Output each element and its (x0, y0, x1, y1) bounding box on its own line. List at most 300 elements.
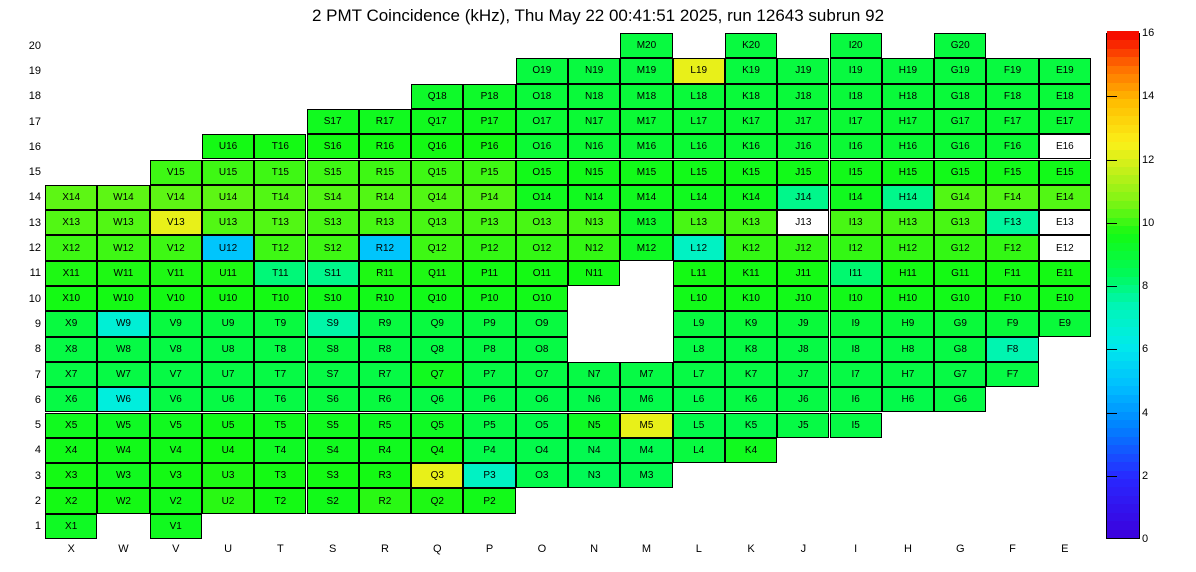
heatmap-cell: Q11 (411, 261, 463, 286)
heatmap-cell: J10 (777, 286, 829, 311)
colorbar-segment (1107, 133, 1139, 142)
heatmap-cell: S3 (307, 463, 359, 488)
colorbar-segment (1107, 48, 1139, 57)
colorbar-segment (1107, 360, 1139, 369)
heatmap-cell: I16 (830, 134, 882, 159)
heatmap-cell: N16 (568, 134, 620, 159)
heatmap-cell: V1 (150, 514, 202, 539)
colorbar-segment (1107, 183, 1139, 192)
heatmap-cell: Q12 (411, 235, 463, 260)
heatmap-cell: J15 (777, 160, 829, 185)
heatmap-cell: W13 (97, 210, 149, 235)
heatmap-cell: O16 (516, 134, 568, 159)
heatmap-cell: O14 (516, 185, 568, 210)
heatmap-cell: U13 (202, 210, 254, 235)
heatmap-cell: O3 (516, 463, 568, 488)
heatmap-cell: V15 (150, 160, 202, 185)
heatmap-cell: P7 (463, 362, 515, 387)
heatmap-cell: R6 (359, 387, 411, 412)
heatmap-cell: I6 (830, 387, 882, 412)
heatmap-cell: G6 (934, 387, 986, 412)
colorbar-segment (1107, 470, 1139, 479)
heatmap-cell: T2 (254, 488, 306, 513)
heatmap-cell: I18 (830, 84, 882, 109)
heatmap-cell: N11 (568, 261, 620, 286)
heatmap-cell: X2 (45, 488, 97, 513)
heatmap-cell: O11 (516, 261, 568, 286)
heatmap-cell: K12 (725, 235, 777, 260)
heatmap-cell: U7 (202, 362, 254, 387)
heatmap-cell: T5 (254, 413, 306, 438)
heatmap-cell: I14 (830, 185, 882, 210)
heatmap-cell: R13 (359, 210, 411, 235)
colorbar-segment (1107, 259, 1139, 268)
heatmap-cell: H17 (882, 109, 934, 134)
heatmap-cell: H12 (882, 235, 934, 260)
heatmap-cell: V4 (150, 438, 202, 463)
heatmap-cell: O9 (516, 311, 568, 336)
heatmap-cell: V13 (150, 210, 202, 235)
colorbar-segment (1107, 436, 1139, 445)
heatmap-cell: K11 (725, 261, 777, 286)
heatmap-cell: I5 (830, 413, 882, 438)
x-axis-tick-label: T (276, 543, 284, 555)
heatmap-cell: U11 (202, 261, 254, 286)
heatmap-cell: N7 (568, 362, 620, 387)
colorbar-segment (1107, 369, 1139, 378)
heatmap-cell: L10 (673, 286, 725, 311)
heatmap-cell: O5 (516, 413, 568, 438)
heatmap-cell: P11 (463, 261, 515, 286)
colorbar-segment (1107, 293, 1139, 302)
heatmap-cell: F18 (986, 84, 1038, 109)
heatmap-cell: T12 (254, 235, 306, 260)
heatmap-cell: S10 (307, 286, 359, 311)
colorbar-segment (1107, 462, 1139, 471)
heatmap-cell: J11 (777, 261, 829, 286)
colorbar-tick-mark (1107, 96, 1117, 97)
heatmap-cell: E13 (1039, 210, 1091, 235)
heatmap-cell: R16 (359, 134, 411, 159)
heatmap-cell: M16 (620, 134, 672, 159)
colorbar-segment (1107, 318, 1139, 327)
heatmap-cell: L12 (673, 235, 725, 260)
heatmap-cell: M15 (620, 160, 672, 185)
heatmap-cell: R14 (359, 185, 411, 210)
heatmap-cell: G13 (934, 210, 986, 235)
heatmap-cell: I11 (830, 261, 882, 286)
heatmap-cell: T10 (254, 286, 306, 311)
heatmap-cell: F19 (986, 58, 1038, 83)
heatmap-cell: Q16 (411, 134, 463, 159)
heatmap-cell: Q9 (411, 311, 463, 336)
heatmap-cell: N17 (568, 109, 620, 134)
heatmap-cell: H10 (882, 286, 934, 311)
colorbar-segment (1107, 394, 1139, 403)
y-axis-tick-label: 6 (34, 393, 41, 406)
heatmap-cell: H19 (882, 58, 934, 83)
heatmap-cell: P14 (463, 185, 515, 210)
x-axis-tick-label: W (118, 543, 129, 555)
colorbar-segment (1107, 141, 1139, 150)
chart-title: 2 PMT Coincidence (kHz), Thu May 22 00:41:51 2025, run 12643 subrun 92 (311, 6, 885, 25)
heatmap-cell: K7 (725, 362, 777, 387)
heatmap-cell: Q13 (411, 210, 463, 235)
heatmap-cell: F12 (986, 235, 1038, 260)
heatmap-cell: E11 (1039, 261, 1091, 286)
heatmap-cell: M6 (620, 387, 672, 412)
heatmap-cell: M14 (620, 185, 672, 210)
heatmap-cell: R4 (359, 438, 411, 463)
heatmap-cell: L7 (673, 362, 725, 387)
heatmap-cell: L8 (673, 337, 725, 362)
colorbar-segment (1107, 74, 1139, 83)
heatmap-cell: N5 (568, 413, 620, 438)
heatmap-cell: P5 (463, 413, 515, 438)
heatmap-cell: V5 (150, 413, 202, 438)
colorbar-segment (1107, 234, 1139, 243)
heatmap-cell: K18 (725, 84, 777, 109)
heatmap-cell: V8 (150, 337, 202, 362)
heatmap-cell: U6 (202, 387, 254, 412)
heatmap-grid (45, 33, 1091, 539)
heatmap-cell: J18 (777, 84, 829, 109)
heatmap-cell: E12 (1039, 235, 1091, 260)
heatmap-cell: U10 (202, 286, 254, 311)
heatmap-cell: S9 (307, 311, 359, 336)
colorbar-tick-label: 12 (1142, 153, 1155, 166)
heatmap-cell: K6 (725, 387, 777, 412)
heatmap-cell: H7 (882, 362, 934, 387)
y-axis-tick-label: 11 (29, 267, 41, 280)
colorbar-segment (1107, 310, 1139, 319)
heatmap-cell: L5 (673, 413, 725, 438)
heatmap-cell: R7 (359, 362, 411, 387)
x-axis-tick-label: X (67, 543, 75, 555)
heatmap-cell: G10 (934, 286, 986, 311)
heatmap-cell: M20 (620, 33, 672, 58)
colorbar-segment (1107, 166, 1139, 175)
heatmap-cell: G12 (934, 235, 986, 260)
heatmap-cell: H13 (882, 210, 934, 235)
heatmap-cell: I9 (830, 311, 882, 336)
heatmap-cell: T11 (254, 261, 306, 286)
heatmap-cell: O17 (516, 109, 568, 134)
heatmap-cell: U3 (202, 463, 254, 488)
heatmap-cell: L6 (673, 387, 725, 412)
heatmap-cell: K19 (725, 58, 777, 83)
x-axis-tick-label: N (590, 543, 599, 555)
heatmap-cell: F9 (986, 311, 1038, 336)
heatmap-cell: S15 (307, 160, 359, 185)
heatmap-cell: F14 (986, 185, 1038, 210)
heatmap-cell: T9 (254, 311, 306, 336)
heatmap-cell: P12 (463, 235, 515, 260)
colorbar-segment (1107, 495, 1139, 504)
heatmap-cell: Q6 (411, 387, 463, 412)
heatmap-cell: G9 (934, 311, 986, 336)
heatmap-cell: S13 (307, 210, 359, 235)
heatmap-cell: L9 (673, 311, 725, 336)
heatmap-cell: G7 (934, 362, 986, 387)
heatmap-cell: W4 (97, 438, 149, 463)
heatmap-cell: G16 (934, 134, 986, 159)
heatmap-cell: N15 (568, 160, 620, 185)
heatmap-cell: P4 (463, 438, 515, 463)
heatmap-cell: N12 (568, 235, 620, 260)
colorbar-segment (1107, 478, 1139, 487)
heatmap-cell: P8 (463, 337, 515, 362)
colorbar-tick-mark (1107, 286, 1117, 287)
heatmap-cell: W5 (97, 413, 149, 438)
heatmap-cell: L14 (673, 185, 725, 210)
heatmap-cell: R9 (359, 311, 411, 336)
heatmap-cell: I20 (830, 33, 882, 58)
heatmap-cell: T6 (254, 387, 306, 412)
heatmap-cell: I17 (830, 109, 882, 134)
heatmap-cell: R15 (359, 160, 411, 185)
heatmap-cell: P13 (463, 210, 515, 235)
heatmap-cell: R11 (359, 261, 411, 286)
heatmap-cell: V11 (150, 261, 202, 286)
heatmap-cell: R8 (359, 337, 411, 362)
heatmap-cell: U2 (202, 488, 254, 513)
colorbar-segment (1107, 200, 1139, 209)
heatmap-cell: L18 (673, 84, 725, 109)
heatmap-cell: R2 (359, 488, 411, 513)
heatmap-cell: V9 (150, 311, 202, 336)
heatmap-cell: F15 (986, 160, 1038, 185)
colorbar-segment (1107, 512, 1139, 521)
x-axis-tick-label: G (955, 543, 965, 555)
heatmap-cell: P3 (463, 463, 515, 488)
colorbar-tick-label: 6 (1142, 343, 1149, 356)
heatmap-cell: H9 (882, 311, 934, 336)
x-axis-tick-label: U (224, 543, 233, 555)
heatmap-cell: L13 (673, 210, 725, 235)
colorbar-segment (1107, 107, 1139, 116)
heatmap-cell: J9 (777, 311, 829, 336)
heatmap-cell: S16 (307, 134, 359, 159)
colorbar-segment (1107, 40, 1139, 49)
heatmap-cell: I12 (830, 235, 882, 260)
colorbar-segment (1107, 31, 1139, 40)
heatmap-cell: K9 (725, 311, 777, 336)
heatmap-cell: O6 (516, 387, 568, 412)
heatmap-cell: W10 (97, 286, 149, 311)
x-axis-tick-label: H (903, 543, 912, 555)
heatmap-cell: E19 (1039, 58, 1091, 83)
heatmap-cell: M17 (620, 109, 672, 134)
heatmap-cell: X11 (45, 261, 97, 286)
x-axis-tick-label: P (485, 543, 494, 555)
heatmap-cell: J5 (777, 413, 829, 438)
heatmap-cell: X9 (45, 311, 97, 336)
heatmap-cell: R5 (359, 413, 411, 438)
heatmap-cell: P18 (463, 84, 515, 109)
heatmap-cell: L16 (673, 134, 725, 159)
heatmap-cell: O10 (516, 286, 568, 311)
colorbar-tick-mark (1107, 160, 1117, 161)
heatmap-cell: H15 (882, 160, 934, 185)
heatmap-cell: K8 (725, 337, 777, 362)
colorbar-tick-label: 0 (1142, 533, 1149, 545)
heatmap-cell: K20 (725, 33, 777, 58)
colorbar-segment (1107, 453, 1139, 462)
colorbar-segment (1107, 445, 1139, 454)
heatmap-cell: R3 (359, 463, 411, 488)
heatmap-cell: G8 (934, 337, 986, 362)
colorbar-segment (1107, 242, 1139, 251)
heatmap-cell: N19 (568, 58, 620, 83)
heatmap-cell: V12 (150, 235, 202, 260)
colorbar-segment (1107, 521, 1139, 530)
heatmap-cell: N6 (568, 387, 620, 412)
heatmap-cell: T15 (254, 160, 306, 185)
heatmap-cell: K17 (725, 109, 777, 134)
heatmap-cell: X7 (45, 362, 97, 387)
heatmap-cell: J19 (777, 58, 829, 83)
heatmap-cell: O15 (516, 160, 568, 185)
heatmap-cell: U4 (202, 438, 254, 463)
heatmap-cell: X10 (45, 286, 97, 311)
colorbar-segment (1107, 57, 1139, 66)
heatmap-cell: Q15 (411, 160, 463, 185)
heatmap-cell: I19 (830, 58, 882, 83)
colorbar-segment (1107, 386, 1139, 395)
heatmap-cell: T16 (254, 134, 306, 159)
y-axis-tick-label: 5 (34, 419, 41, 432)
colorbar-tick-label: 10 (1142, 216, 1155, 229)
heatmap-cell: W2 (97, 488, 149, 513)
heatmap-cell: J17 (777, 109, 829, 134)
heatmap-cell: T4 (254, 438, 306, 463)
heatmap-cell: U15 (202, 160, 254, 185)
x-axis-tick-label: S (328, 543, 337, 555)
heatmap-cell: E10 (1039, 286, 1091, 311)
heatmap-cell: P6 (463, 387, 515, 412)
y-axis-tick-label: 7 (34, 368, 41, 381)
colorbar-segment (1107, 90, 1139, 99)
heatmap-cell: S17 (307, 109, 359, 134)
y-axis-tick-label: 17 (28, 115, 41, 128)
colorbar-segment (1107, 529, 1139, 538)
heatmap-cell: S2 (307, 488, 359, 513)
heatmap-cell: Q4 (411, 438, 463, 463)
heatmap-cell: O18 (516, 84, 568, 109)
x-axis-tick-label: M (641, 543, 652, 555)
y-axis-tick-label: 9 (34, 317, 41, 330)
colorbar-tick-mark (1107, 223, 1117, 224)
heatmap-cell: W12 (97, 235, 149, 260)
heatmap-cell: K4 (725, 438, 777, 463)
heatmap-cell: O13 (516, 210, 568, 235)
heatmap-cell: S7 (307, 362, 359, 387)
heatmap-cell: H18 (882, 84, 934, 109)
heatmap-cell: V6 (150, 387, 202, 412)
x-axis-tick-label: Q (432, 543, 442, 555)
heatmap-cell: V14 (150, 185, 202, 210)
heatmap-cell: W9 (97, 311, 149, 336)
colorbar-tick-label: 4 (1142, 406, 1149, 419)
heatmap-cell: R12 (359, 235, 411, 260)
heatmap-cell: W6 (97, 387, 149, 412)
y-axis-tick-label: 14 (28, 191, 41, 204)
heatmap-cell: L4 (673, 438, 725, 463)
y-axis-tick-label: 16 (28, 140, 41, 153)
heatmap-cell: H6 (882, 387, 934, 412)
y-axis-tick-label: 3 (34, 469, 41, 482)
colorbar-segment (1107, 82, 1139, 91)
heatmap-cell: X14 (45, 185, 97, 210)
heatmap-cell: O19 (516, 58, 568, 83)
colorbar-tick-mark (1107, 413, 1117, 414)
colorbar-segment (1107, 251, 1139, 260)
y-axis-tick-label: 8 (34, 343, 41, 356)
heatmap-cell: Q3 (411, 463, 463, 488)
colorbar-tick-label: 16 (1142, 27, 1155, 39)
heatmap-cell: S5 (307, 413, 359, 438)
heatmap-cell: G14 (934, 185, 986, 210)
colorbar-segment (1107, 377, 1139, 386)
heatmap-cell: N4 (568, 438, 620, 463)
heatmap-cell: Q14 (411, 185, 463, 210)
heatmap-cell: E14 (1039, 185, 1091, 210)
heatmap-cell: M13 (620, 210, 672, 235)
heatmap-cell: O12 (516, 235, 568, 260)
heatmap-cell: H8 (882, 337, 934, 362)
heatmap-cell: T14 (254, 185, 306, 210)
heatmap-cell: F7 (986, 362, 1038, 387)
colorbar-segment (1107, 116, 1139, 125)
colorbar-segment (1107, 352, 1139, 361)
heatmap-cell: Q17 (411, 109, 463, 134)
heatmap-cell: I10 (830, 286, 882, 311)
heatmap-cell: M4 (620, 438, 672, 463)
heatmap-cell: F17 (986, 109, 1038, 134)
heatmap-cell: G20 (934, 33, 986, 58)
heatmap-cell: X13 (45, 210, 97, 235)
heatmap-cell: Q10 (411, 286, 463, 311)
y-axis-tick-label: 2 (34, 495, 41, 508)
colorbar-segment (1107, 65, 1139, 74)
heatmap-cell: X4 (45, 438, 97, 463)
y-axis-tick-label: 13 (28, 216, 41, 229)
heatmap-cell: X12 (45, 235, 97, 260)
colorbar-segment (1107, 217, 1139, 226)
heatmap-cell: V7 (150, 362, 202, 387)
y-axis-tick-label: 20 (28, 39, 41, 52)
heatmap-cell: P16 (463, 134, 515, 159)
x-axis-tick-label: K (747, 543, 755, 555)
heatmap-cell: O7 (516, 362, 568, 387)
colorbar-tick-mark (1107, 476, 1117, 477)
heatmap-cell: M7 (620, 362, 672, 387)
heatmap-cell: Q18 (411, 84, 463, 109)
x-axis-tick-label: R (380, 543, 389, 555)
colorbar-segment (1107, 209, 1139, 218)
colorbar-segment (1107, 192, 1139, 201)
heatmap-cell: L17 (673, 109, 725, 134)
heatmap-cell: G19 (934, 58, 986, 83)
heatmap-cell: J6 (777, 387, 829, 412)
colorbar-segment (1107, 327, 1139, 336)
y-axis-tick-label: 10 (28, 292, 41, 305)
heatmap-cell: V3 (150, 463, 202, 488)
heatmap-cell: L15 (673, 160, 725, 185)
heatmap-cell: F10 (986, 286, 1038, 311)
x-axis-tick-label: E (1061, 543, 1069, 555)
